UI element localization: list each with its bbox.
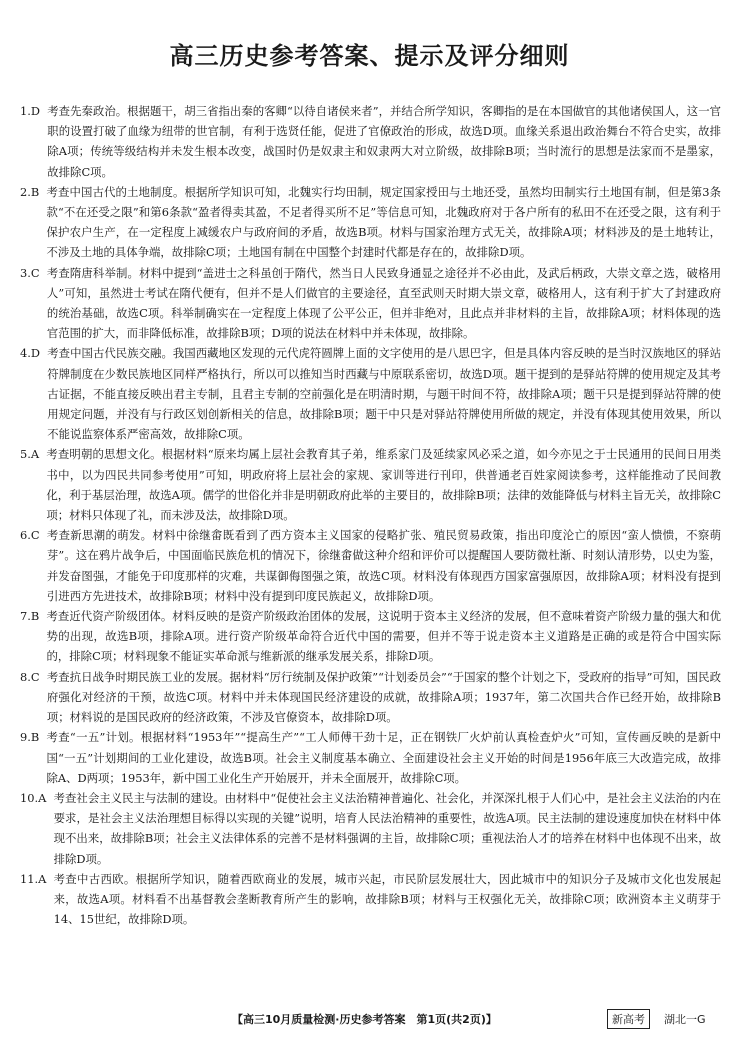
footer-badge: 新高考 — [607, 1009, 650, 1029]
answer-text: 考查明朝的思想文化。根据材料“原来均属上层社会教育其子弟，维系家门及延续家风必采之道，如今亦见之于士民通用的民间日用类书中，以为四民共同参考使用”可知，明政府将上层社会的家规、家训等进行刊印，供普通老百姓家阅读参考，这样能推动了民间教化，利于基层治理，故选A项。儒学的世俗化并非是明朝政府此举的主要目的，故排除B项；法律的效能降低与材料主旨无关，故排除C项；材料只体现了礼，而未涉及法，故排除D项。 — [46, 447, 721, 523]
answer-item — [20, 727, 721, 788]
answer-number: 11.A — [20, 871, 47, 886]
answer-text: 考查社会主义民主与法制的建设。由材料中“促使社会主义法治精神普遍化、社会化，并深深扎根于人们心中，是社会主义法治的内在要求，是社会主义法治理想目标得以实现的关键”说明，培育人民法治精神的重要性，故选A项。民主法制的建设速度加快在材料中体现不出来，故排除B项；社会主义法律体系的完善不是材料强调的主旨，故排除C项；重视法治人才的培养在材料中也体现不出来，故排除D项。 — [53, 790, 721, 866]
answer-number: 5.A — [20, 447, 40, 462]
answer-text: 考查“一五”计划。根据材料“1953年”“提高生产”“工人师傅干劲十足，正在钢铁厂火炉前认真检查炉火”可知，宣传画反映的是新中国“一五”计划期间的工业化建设，故选B项。社会主义制度基本确立、全面建设社会主义开始的时间是1956年底三大改造完成，故排除A、D两项；1953年，新中国工业化生产开始展开，并未全面展开，故排除C项。 — [46, 730, 721, 785]
answer-number: 2.B — [20, 184, 40, 199]
answer-item — [20, 101, 721, 182]
answer-item — [20, 525, 721, 606]
answer-text: 考查隋唐科举制。材料中提到“盖进士之科虽创于隋代，然当日人民致身通显之途径并不必由此，及武后柄政，大崇文章之选，破格用人”可知，虽然进士考试在隋代便有，但并不是人们做官的主要途径，直至武则天时期大崇文章，破格用人，这有利于扩大了封建政府的统治基础，故选C项。科举制确实在一定程度上体现了公平公正，但并非绝对，且此点并非材料的主旨，故排除A项；材料体现的选官范围的扩大，而非降低标准，故排除B项；D项的说法在材料中并未体现，故排除。 — [46, 265, 721, 341]
answer-item — [20, 606, 721, 667]
answer-text: 考查先秦政治。根据题干，胡三省指出秦的客卿“以待自诸侯来者”，并结合所学知识，客卿指的是在本国做官的其他诸侯国人，这一官职的设置打破了血缘为纽带的世官制，有利于选贤任能，促进了官僚政治的形成，故选D项。血缘关系退出政治舞台不符合史实，故排除A项；传统等级结构并未发生根本改变，战国时仍是奴隶主和奴隶两大对立阶级，故排除B项；当时流行的思想是法家而不是墨家，故排除C项。 — [47, 104, 721, 179]
answer-item — [20, 444, 721, 525]
answer-list — [20, 101, 721, 929]
answer-text: 考查新思潮的萌发。材料中徐继畬既看到了西方资本主义国家的侵略扩张、殖民贸易政策，指出印度沦亡的原因“蛮人愦愦，不察萌芽”。这在鸦片战争后，中国面临民族危机的情况下，徐继畬做这种介绍和评价可以提醒国人要防微杜渐、时刻认清形势，以史为鉴，并发奋图强，才能免于印度那样的灾难，共谋御侮图强之策，故选C项。材料没有体现西方国家富强原因，故排除A项；材料没有提到引进西方先进技术，故排除B项；材料中没有提到印度民族起义，故排除D项。 — [46, 528, 721, 603]
answer-item — [20, 788, 721, 869]
answer-item — [20, 869, 721, 930]
answer-number: 9.B — [20, 730, 40, 745]
answer-number: 6.C — [20, 528, 40, 543]
footer-exam-info: 【高三10月质量检测·历史参考答案 第1页(共2页)】 — [232, 1013, 497, 1026]
answer-text: 考查近代资产阶级团体。材料反映的是资产阶级政治团体的发展，这说明于资本主义经济的发展，但不意味着资产阶级力量的强大和优势的出现，故选B项，排除A项。进行资产阶级革命符合近代中国的需要，但并不等于说走资本主义道路是正确的或是符合中国实际的，排除C项；材料现象不能证实革命派与维新派的继承发展关系，排除D项。 — [46, 609, 721, 664]
answer-number: 8.C — [20, 669, 40, 684]
answer-number: 10.A — [20, 790, 47, 805]
answer-item — [20, 182, 721, 263]
answer-number: 1.D — [20, 104, 41, 118]
answer-text: 考查中古西欧。根据所学知识，随着西欧商业的发展，城市兴起，市民阶层发展壮大，因此城市中的知识分子及城市文化也发展起来，故选A项。材料看不出基督教会垄断教育所产生的影响，故排除B项；材料与王权强化无关，故排除C项；欧洲资本主义萌芽于14、15世纪，故排除D项。 — [53, 871, 721, 927]
answer-text: 考查中国古代的土地制度。根据所学知识可知，北魏实行均田制，规定国家授田与土地还受，虽然均田制实行土地国有制，但是第3条款“不在还受之限”和第6条款“盈者得卖其盈，不足者得买所不足”等信息可知，北魏政府对于各户所有的私田不在还受之限，这有利于保护农户生产，在一定程度上减缓农户与政府间的矛盾，故选B项。材料与国家治理方式无关，故排除A项；材料涉及的是土地转让，不涉及土地的具体争端，故排除C项；土地国有制在中国整个封建时代都是存在的，故排除D项。 — [46, 184, 721, 260]
page-title: 高三历史参考答案、提示及评分细则 — [169, 42, 570, 70]
answer-item — [20, 263, 721, 344]
page-footer — [0, 1009, 739, 1029]
answer-text: 考查中国古代民族交融。我国西藏地区发现的元代虎符圆牌上面的文字使用的是八思巴字，但是具体内容反映的是当时汉族地区的驿站符牌制度在少数民族地区同样严格执行，所以可以推知当时西藏与中原联系密切，故选D项。题干提到的是驿站符牌的使用规定及其考古证据，不能直接反映出君主专制，且君主专制的空前强化是在明清时期，与题干时间不符，故排除A项；题干只是提到驿站符牌的使用规定问题，并没有与行政区划创新相关的信息，故排除B项；题干中只是对驿站符牌使用所做的规定，并没有体现其使用效果，所以不能说监察体系严密高效，故排除C项。 — [47, 346, 721, 442]
answer-number: 4.D — [20, 346, 41, 361]
answer-text: 考查抗日战争时期民族工业的发展。据材料“厉行统制及保护政策”“计划委员会”“于国家的整个计划之下，受政府的指导”可知，国民政府强化对经济的干预，故选C项。材料中并未体现国民经济建设的成就，故排除A项；1937年，第二次国共合作已经开始，故排除B项；材料说的是国民政府的经济政策，不涉及官僚资本，故排除D项。 — [46, 669, 721, 725]
answer-item — [20, 343, 721, 444]
answer-number: 7.B — [20, 609, 40, 624]
answer-number: 3.C — [20, 265, 40, 280]
footer-region: 湖北一G — [664, 1013, 706, 1026]
answer-item — [20, 667, 721, 728]
